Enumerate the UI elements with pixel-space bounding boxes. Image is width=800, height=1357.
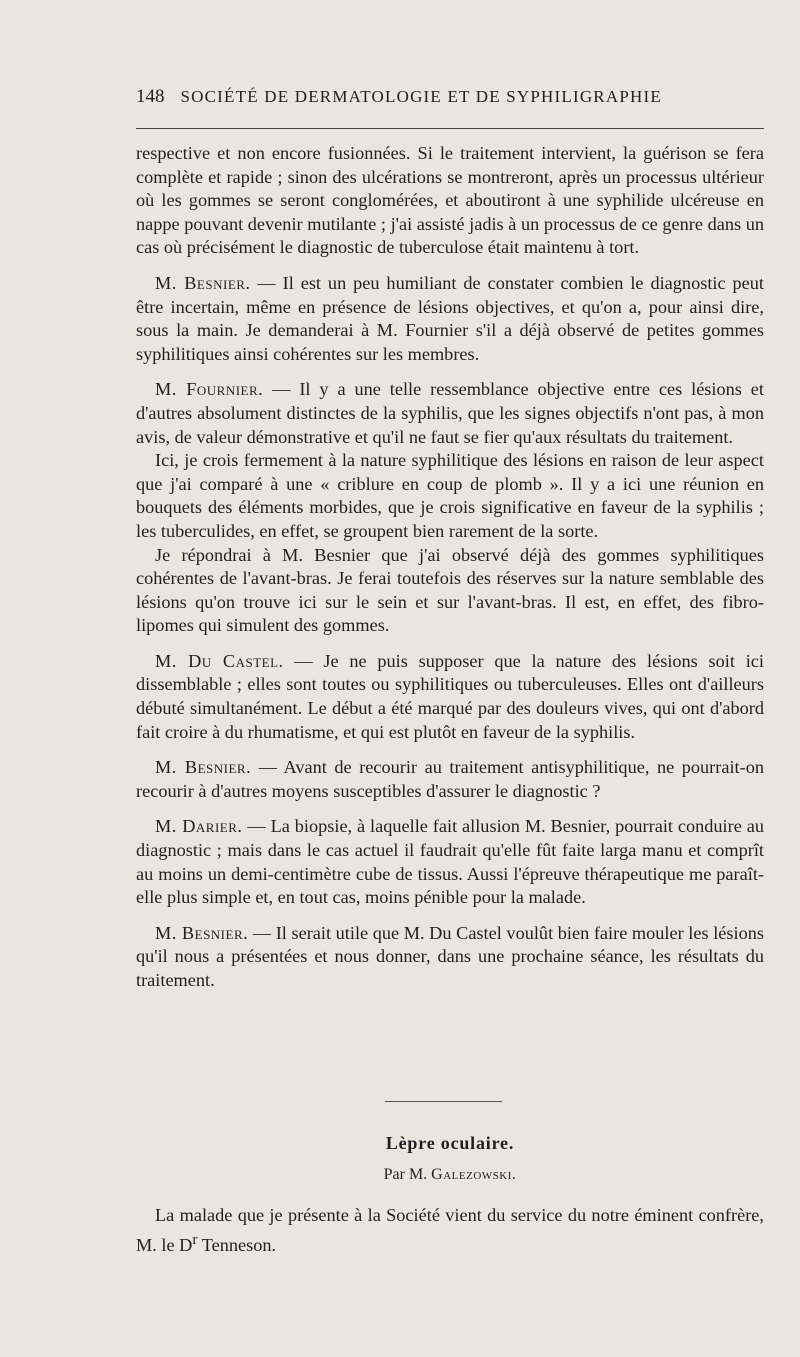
speaker-name: M. Besnier. — [155, 757, 252, 778]
paragraph-text: — Il est un peu humiliant de constater combien le diagnostic peut être incertain, même en présence de lésions objectives, et qu'on a, pour ainsi dire, sous la main. Je demanderai à M. Fournier s'il a déjà observé de petites gommes syphilitiques ainsi cohérentes sur les membres. — [136, 272, 764, 364]
opening-text-end: Tenneson. — [197, 1234, 277, 1255]
paragraph-text: respective et non encore fusionnées. Si le traitement intervient, la guérison se fera complète et rapide ; sinon des ulcérations se montreront, après un processus ultérieur où les gommes se seront conglomérées, et aboutiront à une syphilide ulcéreuse en nappe pouvant devenir mutilante ; j'ai assisté jadis à un processus de ce genre dans un cas où précisément le diagnostic de tuberculose était maintenu à tort. — [136, 143, 764, 258]
paragraph-besnier-3 — [136, 922, 764, 993]
author-prefix: Par M. — [383, 1166, 432, 1183]
paragraph-text: — Avant de recourir au traitement antisyphilitique, ne pourrait-on recourir à d'autres moyens susceptibles d'assurer le diagnostic ? — [136, 757, 764, 801]
running-header — [136, 86, 764, 108]
speaker-name: M. Darier. — [155, 816, 243, 837]
paragraph-fournier-3 — [136, 544, 764, 638]
opening-superscript: r — [192, 1230, 198, 1248]
header-rule — [136, 128, 764, 129]
paragraph-du-castel — [136, 650, 764, 744]
speaker-name: M. Fournier. — [155, 379, 264, 400]
running-title: SOCIÉTÉ DE DERMATOLOGIE ET DE SYPHILIGRAPHIE — [180, 87, 662, 106]
author-name: Galezowski. — [431, 1166, 517, 1183]
section-opening — [136, 1204, 764, 1257]
section-author — [136, 1166, 764, 1184]
speaker-name: M. Du Castel. — [155, 650, 284, 671]
paragraph-fournier — [136, 378, 764, 449]
paragraph-text: — Il serait utile que M. Du Castel voulût bien faire mouler les lésions qu'il nous a présentées et nous donner, dans une prochaine séance, les résultats du traitement. — [136, 922, 764, 990]
section-separator — [385, 1101, 502, 1102]
page-number: 148 — [136, 86, 165, 107]
paragraph-besnier-2 — [136, 756, 764, 803]
opening-paragraph — [136, 1204, 764, 1257]
paragraph-fournier-2 — [136, 449, 764, 543]
paragraph-darier — [136, 815, 764, 909]
speaker-name: M. Besnier. — [155, 922, 249, 943]
paragraph-text: — Je ne puis supposer que la nature des lésions soit ici dissemblable ; elles sont toutes ou syphilitiques ou tuberculeuses. Elles ont d'ailleurs débuté simultanément. Le début a été marqué par des douleurs vives, qui ont d'abord fait croire à du rhumatisme, et qui est plutôt en faveur de la syphilis. — [136, 650, 764, 742]
paragraph-continuation — [136, 142, 764, 260]
paragraph-text: Je répondrai à M. Besnier que j'ai observé déjà des gommes syphilitiques cohérentes de l'avant-bras. Je ferai toutefois des réserves sur la nature semblable des lésions qu'on trouve ici sur le sein et sur l'avant-bras. Il est, en effet, des fibro-lipomes qui simulent des gommes. — [136, 544, 764, 636]
section-title: Lèpre oculaire. — [385, 1133, 515, 1153]
paragraph-text: Ici, je crois fermement à la nature syphilitique des lésions en raison de leur aspect que j'ai comparé à une « criblure en coup de plomb ». Il y a ici une réunion en bouquets des éléments morbides, que je crois significative en faveur de la syphilis ; les tuberculides, en effet, se groupent bien rarement de la sorte. — [136, 450, 764, 541]
opening-text: La malade que je présente à la Société vient du service du notre éminent confrère, M. le D — [136, 1205, 764, 1255]
speaker-name: M. Besnier. — [155, 272, 251, 293]
body-text — [136, 142, 764, 993]
paragraph-text: — Il y a une telle ressemblance objective entre ces lésions et d'autres absolument distinctes de la syphilis, que les signes objectifs n'ont pas, à mon avis, de valeur démonstrative et qu'il ne faut se fier qu'aux résultats du traitement. — [136, 379, 764, 447]
paragraph-text: — La biopsie, à laquelle fait allusion M. Besnier, pourrait conduire au diagnostic ; mais dans le cas actuel il faudrait qu'elle fût faite larga manu et comprît au moins un demi-centimètre cube de tissus. Aussi l'épreuve thérapeutique me paraît-elle plus simple et, en tout cas, moins pénible pour la malade. — [136, 816, 764, 908]
paragraph-besnier-1 — [136, 272, 764, 366]
